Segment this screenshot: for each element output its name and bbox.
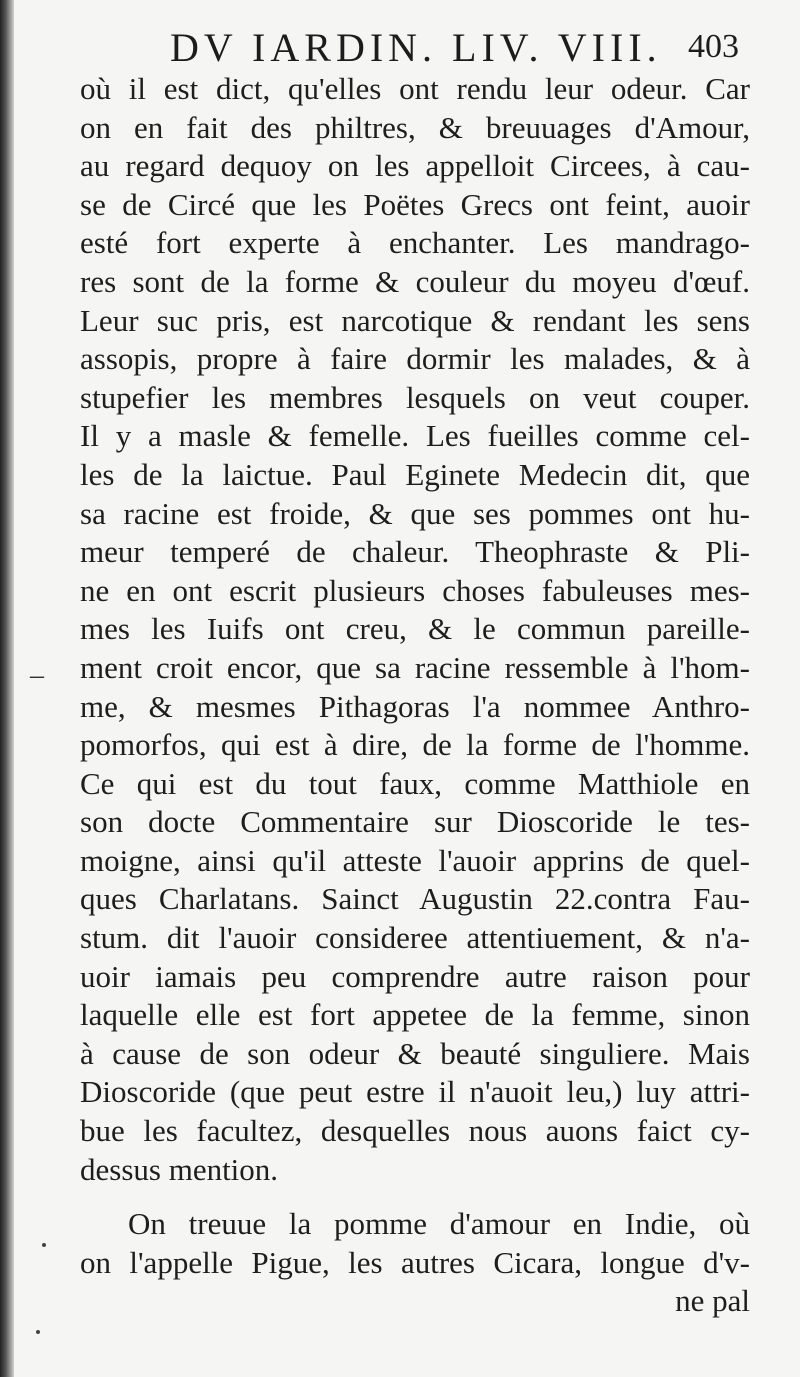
text-line: on l'appelle Pigue, les autres Cicara, longue d'v- [80, 1244, 750, 1280]
text-line: stupefier les membres lesquels on veut couper. [80, 379, 750, 415]
text-line: res sont de la forme & couleur du moyeu d'œuf. [80, 263, 750, 299]
text-line: son docte Commentaire sur Dioscoride le tes- [80, 804, 750, 840]
text-line: sa racine est froide, & que ses pommes ont hu- [80, 495, 750, 531]
text-line: pomorfos, qui est à dire, de la forme de l'homme. [80, 727, 750, 763]
text-line: Il y a masle & femelle. Les fueilles comme cel- [80, 418, 750, 454]
running-title: DV IARDIN. LIV. VIII. [170, 25, 662, 70]
text-line: stum. dit l'auoir consideree attentiuement, & n'a- [80, 920, 750, 956]
body-text [80, 70, 750, 1321]
text-line: ment croit encor, que sa racine ressemble à l'hom- [80, 649, 750, 685]
text-line: ne en ont escrit plusieurs choses fabuleuses mes- [80, 572, 750, 608]
catchword: ne pal [675, 1283, 750, 1319]
text-line: on en fait des philtres, & breuuages d'Amour, [80, 109, 750, 145]
ink-speck [36, 1330, 40, 1334]
page-gutter-shadow [0, 0, 14, 1377]
text-line: Ce qui est du tout faux, comme Matthiole en [80, 765, 750, 801]
text-line: mes les Iuifs ont creu, & le commun pareille- [80, 611, 750, 647]
text-line: uoir iamais peu comprendre autre raison pour [80, 958, 750, 994]
text-line: me, & mesmes Pithagoras l'a nommee Anthro- [80, 688, 750, 724]
text-line: laquelle elle est fort appetee de la femme, sinon [80, 997, 750, 1033]
text-line: assopis, propre à faire dormir les malades, & à [80, 341, 750, 377]
text-line: où il est dict, qu'elles ont rendu leur odeur. Car [80, 71, 750, 106]
text-line: Leur suc pris, est narcotique & rendant les sens [80, 302, 750, 338]
text-line: dessus mention. [80, 1151, 279, 1187]
page-header [0, 24, 800, 74]
text-line: moigne, ainsi qu'il atteste l'auoir apprins de quel- [80, 842, 750, 878]
text-line: ques Charlatans. Sainct Augustin 22.contra Fau- [80, 881, 750, 917]
text-line: Dioscoride (que peut estre il n'auoit leu,) luy attri- [80, 1074, 750, 1110]
text-line: esté fort experte à enchanter. Les mandrago- [80, 225, 750, 261]
text-line: les de la laictue. Paul Eginete Medecin dit, que [80, 456, 750, 492]
text-line: au regard dequoy on les appelloit Circees, à cau- [80, 148, 750, 184]
page-number: 403 [688, 28, 739, 65]
ink-speck [42, 1243, 46, 1247]
text-line: à cause de son odeur & beauté singuliere. Mais [80, 1035, 750, 1071]
text-line: meur temperé de chaleur. Theophraste & Pli- [80, 534, 750, 570]
text-line: bue les facultez, desquelles nous auons faict cy- [80, 1113, 750, 1149]
margin-mark: – [30, 660, 44, 691]
text-line: On treuue la pomme d'amour en Indie, où [128, 1206, 750, 1242]
text-line: se de Circé que les Poëtes Grecs ont feint, auoir [80, 186, 750, 222]
